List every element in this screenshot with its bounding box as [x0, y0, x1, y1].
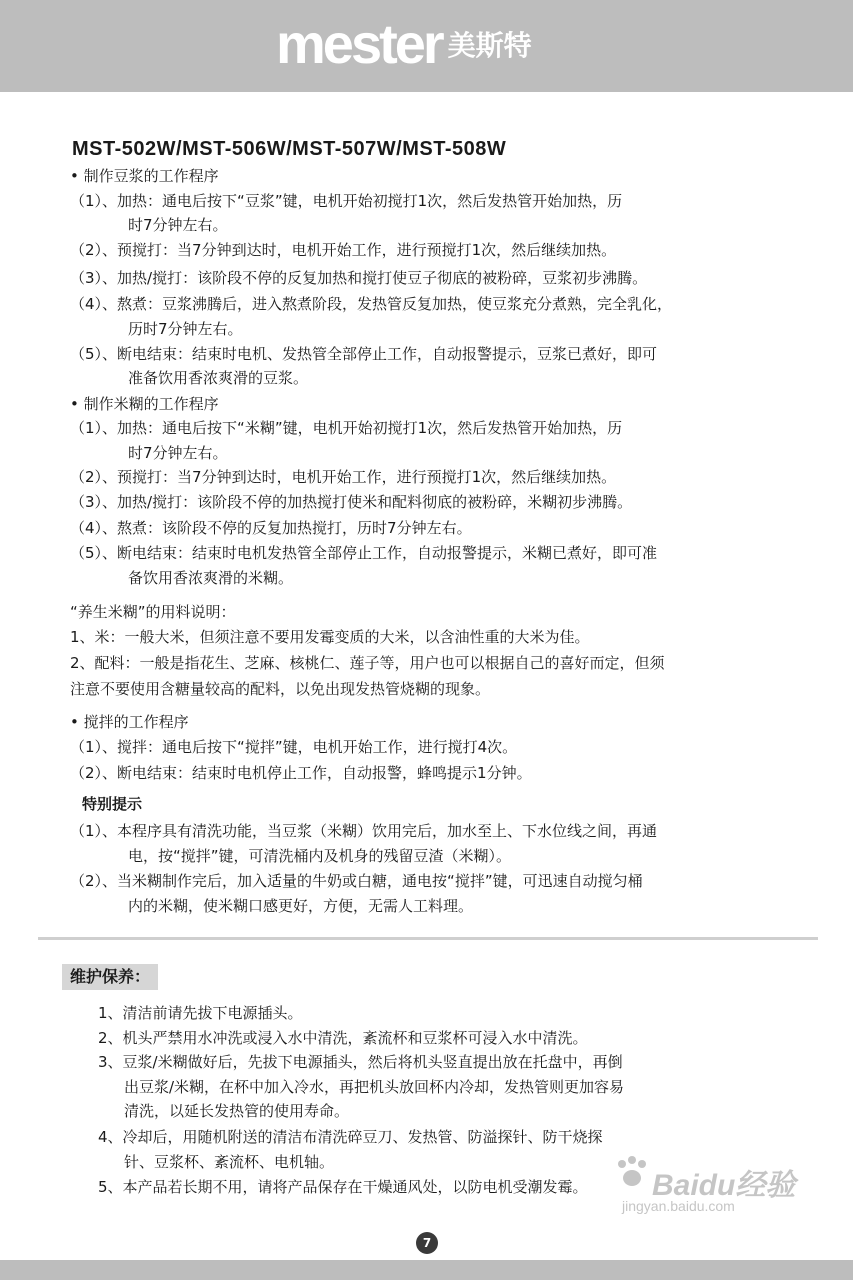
rice-step-line: （5）、断电结束：结束时电机发热管全部停止工作，自动报警提示，米糊已煮好，即可准 [70, 544, 658, 562]
rice-step-line: （4）、熬煮：该阶段不停的反复加热搅打，历时7分钟左右。 [70, 519, 472, 537]
section-title-soy: • 制作豆浆的工作程序 [70, 166, 219, 186]
page-number: 7 [416, 1232, 438, 1254]
maintenance-line: 针、豆浆杯、紊流杯、电机轴。 [124, 1153, 335, 1171]
maintenance-line: 4、冷却后，用随机附送的清洁布清洗碎豆刀、发热管、防溢探针、防干烧探 [98, 1128, 603, 1146]
maintenance-line: 2、机头严禁用水冲洗或浸入水中清洗，紊流杯和豆浆杯可浸入水中清洗。 [98, 1029, 588, 1047]
ingredient-line: 注意不要使用含糖量较高的配料，以免出现发热管烧糊的现象。 [70, 680, 491, 698]
maintenance-line: 3、豆浆/米糊做好后，先拔下电源插头，然后将机头竖直提出放在托盘中，再倒 [98, 1053, 623, 1071]
soy-step-line: 准备饮用香浓爽滑的豆浆。 [128, 369, 309, 387]
rice-step-line: 备饮用香浓爽滑的米糊。 [128, 569, 294, 587]
stir-step-line: （1）、搅拌：通电后按下“搅拌”键，电机开始工作，进行搅打4次。 [70, 738, 518, 756]
brand-name-en: mester [276, 12, 442, 75]
soy-step-line: （2）、预搅打：当7分钟到达时，电机开始工作，进行预搅打1次，然后继续加热。 [70, 241, 617, 259]
soy-step-line: 历时7分钟左右。 [128, 320, 243, 338]
section-title-ingredients: “养生米糊”的用料说明： [70, 603, 236, 621]
section-title-rice: • 制作米糊的工作程序 [70, 394, 219, 414]
ingredient-line: 2、配料：一般是指花生、芝麻、核桃仁、莲子等，用户也可以根据自己的喜好而定，但须 [70, 654, 665, 672]
section-title-tips: 特别提示 [82, 795, 143, 813]
rice-step-line: 时7分钟左右。 [128, 444, 228, 462]
page-header [0, 0, 853, 92]
soy-step-line: （5）、断电结束：结束时电机、发热管全部停止工作，自动报警提示，豆浆已煮好，即可 [70, 345, 658, 363]
maintenance-line: 1、清洁前请先拔下电源插头。 [98, 1004, 303, 1022]
brand-name-cn: 美斯特 [447, 29, 532, 62]
paw-icon [612, 1152, 652, 1192]
tip-line: （1）、本程序具有清洗功能，当豆浆（米糊）饮用完后，加水至上、下水位线之间，再通 [70, 822, 658, 840]
brand-logo [276, 14, 532, 74]
maintenance-line: 清洗，以延长发热管的使用寿命。 [124, 1102, 350, 1120]
section-title-stir: • 搅拌的工作程序 [70, 712, 189, 732]
watermark-url: jingyan.baidu.com [622, 1198, 735, 1214]
page-footer [0, 1260, 853, 1280]
tip-line: （2）、当米糊制作完后，加入适量的牛奶或白糖，通电按“搅拌”键，可迅速自动搅匀桶 [70, 872, 643, 890]
stir-step-line: （2）、断电结束：结束时电机停止工作，自动报警，蜂鸣提示1分钟。 [70, 764, 532, 782]
rice-step-line: （2）、预搅打：当7分钟到达时，电机开始工作，进行预搅打1次，然后继续加热。 [70, 468, 617, 486]
soy-step-line: （4）、熬煮：豆浆沸腾后，进入熬煮阶段，发热管反复加热，使豆浆充分煮熟，完全乳化， [70, 295, 673, 313]
ingredient-line: 1、米：一般大米，但须注意不要用发霉变质的大米，以含油性重的大米为佳。 [70, 628, 590, 646]
watermark-logo: Baidu经验 [652, 1169, 796, 1202]
soy-step-line: （1）、加热：通电后按下“豆浆”键，电机开始初搅打1次，然后发热管开始加热，历 [70, 192, 623, 210]
watermark [612, 1152, 812, 1222]
rice-step-line: （1）、加热：通电后按下“米糊”键，电机开始初搅打1次，然后发热管开始加热，历 [70, 419, 623, 437]
section-divider [38, 937, 818, 940]
maintenance-line: 出豆浆/米糊，在杯中加入冷水，再把机头放回杯内冷却，发热管则更加容易 [124, 1078, 625, 1096]
soy-step-line: （3）、加热/搅打：该阶段不停的反复加热和搅打使豆子彻底的被粉碎，豆浆初步沸腾。 [70, 269, 648, 287]
soy-step-line: 时7分钟左右。 [128, 216, 228, 234]
model-numbers: MST-502W/MST-506W/MST-507W/MST-508W [72, 138, 507, 160]
rice-step-line: （3）、加热/搅打：该阶段不停的加热搅打使米和配料彻底的被粉碎，米糊初步沸腾。 [70, 493, 633, 511]
tip-line: 电，按“搅拌”键，可清洗桶内及机身的残留豆渣（米糊）。 [128, 847, 512, 865]
maintenance-title: 维护保养： [62, 964, 158, 990]
tip-line: 内的米糊，使米糊口感更好，方便，无需人工料理。 [128, 897, 474, 915]
maintenance-line: 5、本产品若长期不用，请将产品保存在干燥通风处，以防电机受潮发霉。 [98, 1178, 588, 1196]
